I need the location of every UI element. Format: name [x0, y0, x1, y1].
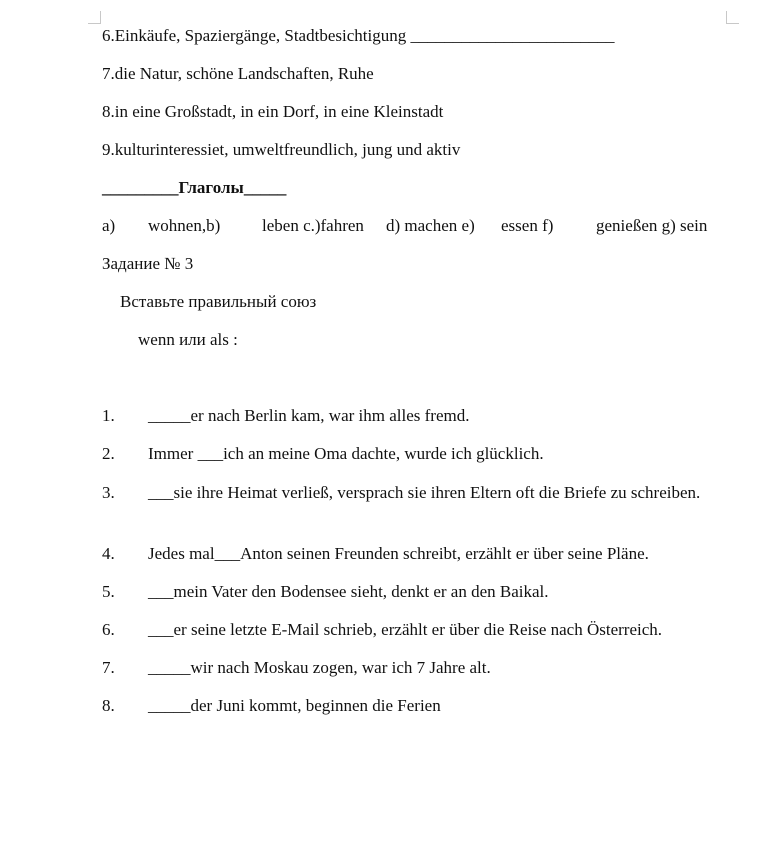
verb-geniessen-sein: genießen g) sein [596, 216, 708, 235]
exercise-4 [102, 544, 649, 564]
exercise-7 [102, 658, 491, 678]
exercise-8 [102, 696, 441, 716]
exercise-text: Immer ___ich an meine Oma dachte, wurde ich glücklich. [148, 444, 544, 463]
exercise-1 [102, 406, 469, 426]
exercise-number: 2. [102, 444, 115, 463]
page-corner-mark-top-right [726, 11, 739, 24]
verb-essen: essen f) [501, 216, 554, 235]
exercise-number: 7. [102, 658, 115, 677]
exercise-number: 8. [102, 696, 115, 715]
verb-wohnen: wohnen,b) [148, 216, 221, 235]
exercise-text: _____er nach Berlin kam, war ihm alles fremd. [148, 406, 470, 425]
exercise-text: _____wir nach Moskau zogen, war ich 7 Jahre alt. [148, 658, 491, 677]
exercise-number: 5. [102, 582, 115, 601]
exercise-3 [102, 480, 722, 505]
verbs-line [102, 216, 707, 236]
conjunction-options: wenn или als : [138, 330, 238, 349]
exercise-text: Jedes mal___Anton seinen Freunden schreibt, erzählt er über seine Pläne. [148, 544, 649, 563]
exercise-number: 4. [102, 544, 115, 563]
instruction: Вставьте правильный союз [120, 292, 317, 311]
verb-letter-a: a) [102, 216, 116, 235]
exercise-text: ___mein Vater den Bodensee sieht, denkt er an den Baikal. [148, 582, 549, 601]
exercise-number: 3. [102, 483, 115, 502]
exercise-number: 6. [102, 620, 115, 639]
exercise-text: ___sie ihre Heimat verließ, versprach sie ihren Eltern oft die Briefe zu schreiben. [148, 483, 701, 502]
verb-machen: d) machen e) [386, 216, 475, 235]
task-title: Задание № 3 [102, 254, 194, 273]
list-item-7: 7.die Natur, schöne Landschaften, Ruhe [102, 64, 374, 83]
verbs-heading: _________Глаголы_____ [102, 178, 287, 197]
exercise-text: _____der Juni kommt, beginnen die Ferien [148, 696, 441, 715]
exercise-number: 1. [102, 406, 115, 425]
list-item-9: 9.kulturinteressiet, umweltfreundlich, jung und aktiv [102, 140, 461, 159]
exercise-text: ___er seine letzte E-Mail schrieb, erzählt er über die Reise nach Österreich. [148, 620, 663, 639]
exercise-2 [102, 444, 544, 464]
exercise-6 [102, 620, 662, 640]
list-item-8: 8.in eine Großstadt, in ein Dorf, in eine Kleinstadt [102, 102, 444, 121]
page-corner-mark-top-left [88, 11, 101, 24]
list-item-6: 6.Einkäufe, Spaziergänge, Stadtbesichtigung ________________________ [102, 26, 615, 45]
verb-leben-fahren: leben c.)fahren [262, 216, 364, 235]
exercise-5 [102, 582, 549, 602]
